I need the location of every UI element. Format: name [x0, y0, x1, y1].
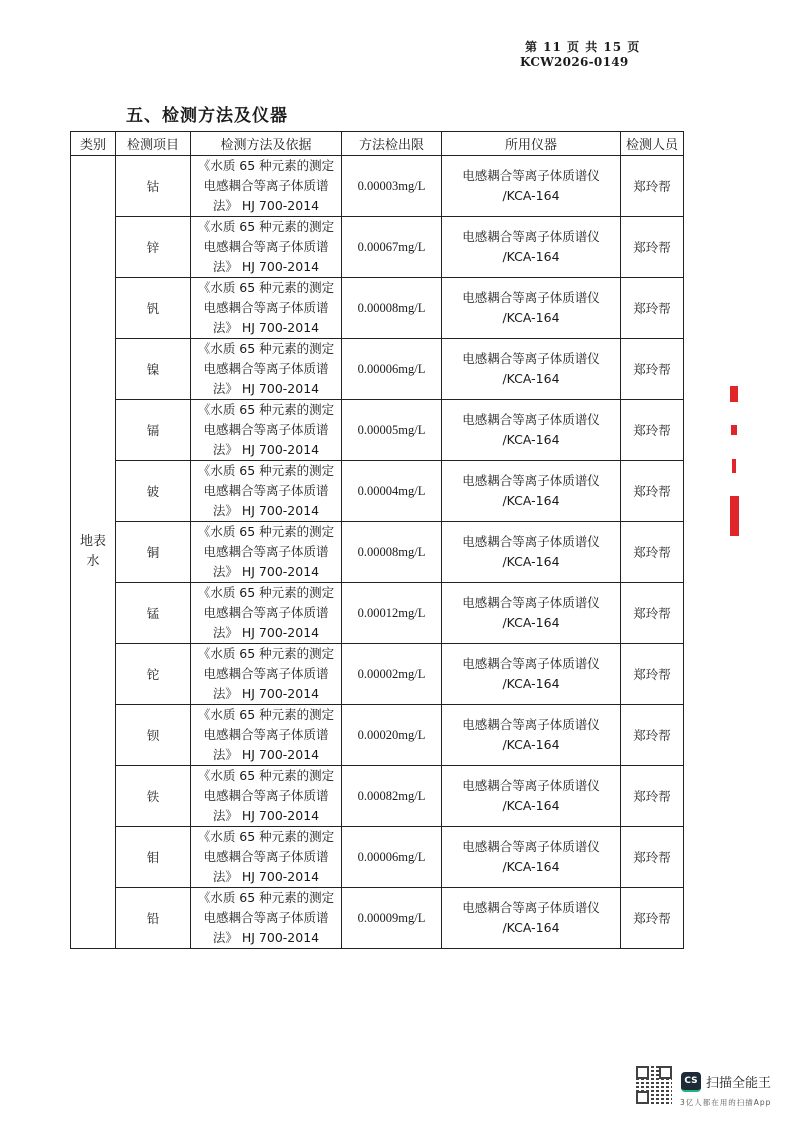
method-cell	[191, 705, 342, 766]
column-header: 检测人员	[621, 132, 684, 156]
method-line: 《水质 65 种元素的测定	[197, 890, 335, 905]
detection-limit-cell: 0.00020mg/L	[342, 705, 442, 766]
method-line: 法》 HJ 700-2014	[212, 869, 320, 884]
table-row	[71, 888, 684, 949]
item-cell: 镍	[116, 339, 191, 400]
instrument-cell	[442, 156, 621, 217]
method-cell	[191, 400, 342, 461]
method-line: 《水质 65 种元素的测定	[197, 463, 335, 478]
method-line: 电感耦合等离子体质谱	[203, 727, 329, 742]
table-row	[71, 278, 684, 339]
instrument-id: /KCA-164	[502, 615, 560, 630]
method-line: 法》 HJ 700-2014	[212, 686, 320, 701]
instrument-cell	[442, 705, 621, 766]
instrument-id: /KCA-164	[502, 188, 560, 203]
qr-code-icon	[636, 1066, 672, 1104]
inspector-cell: 郑玲帮	[621, 278, 684, 339]
instrument-name: 电感耦合等离子体质谱仪	[462, 229, 600, 244]
method-line: 电感耦合等离子体质谱	[203, 605, 329, 620]
method-line: 《水质 65 种元素的测定	[197, 158, 335, 173]
inspector-cell: 郑玲帮	[621, 156, 684, 217]
instrument-id: /KCA-164	[502, 310, 560, 325]
table-row	[71, 705, 684, 766]
method-line: 电感耦合等离子体质谱	[203, 666, 329, 681]
instrument-name: 电感耦合等离子体质谱仪	[462, 351, 600, 366]
method-cell	[191, 644, 342, 705]
column-header: 方法检出限	[342, 132, 442, 156]
category-cell	[71, 156, 116, 949]
detection-limit-cell: 0.00006mg/L	[342, 827, 442, 888]
table-row	[71, 339, 684, 400]
instrument-id: /KCA-164	[502, 249, 560, 264]
table-row	[71, 522, 684, 583]
inspector-cell: 郑玲帮	[621, 827, 684, 888]
method-line: 法》 HJ 700-2014	[212, 930, 320, 945]
column-header: 所用仪器	[442, 132, 621, 156]
detection-limit-cell: 0.00008mg/L	[342, 278, 442, 339]
method-line: 电感耦合等离子体质谱	[203, 544, 329, 559]
method-line: 《水质 65 种元素的测定	[197, 768, 335, 783]
method-line: 法》 HJ 700-2014	[212, 808, 320, 823]
instrument-cell	[442, 400, 621, 461]
instrument-name: 电感耦合等离子体质谱仪	[462, 595, 600, 610]
method-line: 电感耦合等离子体质谱	[203, 239, 329, 254]
page-number: 第 11 页 共 15 页	[525, 40, 641, 54]
method-line: 法》 HJ 700-2014	[212, 442, 320, 457]
method-line: 法》 HJ 700-2014	[212, 503, 320, 518]
instrument-id: /KCA-164	[502, 737, 560, 752]
method-line: 《水质 65 种元素的测定	[197, 524, 335, 539]
item-cell: 钒	[116, 278, 191, 339]
instrument-name: 电感耦合等离子体质谱仪	[462, 412, 600, 427]
instrument-cell	[442, 522, 621, 583]
table-row	[71, 583, 684, 644]
inspector-cell: 郑玲帮	[621, 461, 684, 522]
item-cell: 铜	[116, 522, 191, 583]
method-line: 《水质 65 种元素的测定	[197, 585, 335, 600]
method-cell	[191, 278, 342, 339]
instrument-name: 电感耦合等离子体质谱仪	[462, 534, 600, 549]
instrument-name: 电感耦合等离子体质谱仪	[462, 473, 600, 488]
instrument-cell	[442, 278, 621, 339]
red-seal-stamp	[727, 386, 741, 536]
item-cell: 铅	[116, 888, 191, 949]
table-body	[71, 156, 684, 949]
instrument-name: 电感耦合等离子体质谱仪	[462, 839, 600, 854]
detection-limit-cell: 0.00009mg/L	[342, 888, 442, 949]
inspector-cell: 郑玲帮	[621, 583, 684, 644]
table-row	[71, 217, 684, 278]
instrument-id: /KCA-164	[502, 676, 560, 691]
column-header: 检测项目	[116, 132, 191, 156]
method-line: 电感耦合等离子体质谱	[203, 483, 329, 498]
instrument-name: 电感耦合等离子体质谱仪	[462, 778, 600, 793]
instrument-cell	[442, 888, 621, 949]
detection-limit-cell: 0.00012mg/L	[342, 583, 442, 644]
method-cell	[191, 461, 342, 522]
table-header-row	[71, 132, 684, 156]
method-line: 《水质 65 种元素的测定	[197, 402, 335, 417]
methods-table	[70, 131, 684, 949]
inspector-cell: 郑玲帮	[621, 766, 684, 827]
method-line: 法》 HJ 700-2014	[212, 259, 320, 274]
method-line: 《水质 65 种元素的测定	[197, 341, 335, 356]
item-cell: 锰	[116, 583, 191, 644]
scanner-tagline: 3亿人都在用的扫描App	[680, 1098, 772, 1107]
inspector-cell: 郑玲帮	[621, 705, 684, 766]
method-cell	[191, 522, 342, 583]
instrument-id: /KCA-164	[502, 798, 560, 813]
camscanner-logo-icon: CS	[681, 1072, 701, 1092]
method-line: 法》 HJ 700-2014	[212, 564, 320, 579]
detection-limit-cell: 0.00005mg/L	[342, 400, 442, 461]
instrument-id: /KCA-164	[502, 859, 560, 874]
inspector-cell: 郑玲帮	[621, 644, 684, 705]
instrument-cell	[442, 217, 621, 278]
method-cell	[191, 888, 342, 949]
inspector-cell: 郑玲帮	[621, 339, 684, 400]
detection-limit-cell: 0.00008mg/L	[342, 522, 442, 583]
instrument-id: /KCA-164	[502, 493, 560, 508]
method-line: 法》 HJ 700-2014	[212, 198, 320, 213]
method-line: 电感耦合等离子体质谱	[203, 361, 329, 376]
method-line: 电感耦合等离子体质谱	[203, 422, 329, 437]
instrument-id: /KCA-164	[502, 920, 560, 935]
method-line: 法》 HJ 700-2014	[212, 320, 320, 335]
section-title: 五、检测方法及仪器	[126, 106, 288, 126]
item-cell: 钡	[116, 705, 191, 766]
table-row	[71, 461, 684, 522]
item-cell: 铊	[116, 644, 191, 705]
method-line: 法》 HJ 700-2014	[212, 747, 320, 762]
method-cell	[191, 827, 342, 888]
method-cell	[191, 766, 342, 827]
instrument-name: 电感耦合等离子体质谱仪	[462, 656, 600, 671]
scanner-app-name: 扫描全能王	[706, 1076, 772, 1091]
instrument-cell	[442, 461, 621, 522]
method-line: 电感耦合等离子体质谱	[203, 849, 329, 864]
inspector-cell: 郑玲帮	[621, 217, 684, 278]
instrument-cell	[442, 339, 621, 400]
method-line: 《水质 65 种元素的测定	[197, 280, 335, 295]
table-row	[71, 766, 684, 827]
column-header: 检测方法及依据	[191, 132, 342, 156]
item-cell: 铍	[116, 461, 191, 522]
table-row	[71, 827, 684, 888]
method-cell	[191, 217, 342, 278]
detection-limit-cell: 0.00006mg/L	[342, 339, 442, 400]
method-cell	[191, 339, 342, 400]
method-cell	[191, 156, 342, 217]
instrument-cell	[442, 766, 621, 827]
instrument-name: 电感耦合等离子体质谱仪	[462, 900, 600, 915]
column-header: 类别	[71, 132, 116, 156]
instrument-name: 电感耦合等离子体质谱仪	[462, 717, 600, 732]
item-cell: 锌	[116, 217, 191, 278]
method-line: 《水质 65 种元素的测定	[197, 829, 335, 844]
category-label: 地表水	[79, 534, 106, 569]
table-row	[71, 156, 684, 217]
item-cell: 钼	[116, 827, 191, 888]
instrument-id: /KCA-164	[502, 554, 560, 569]
detection-limit-cell: 0.00004mg/L	[342, 461, 442, 522]
item-cell: 铁	[116, 766, 191, 827]
instrument-cell	[442, 827, 621, 888]
instrument-name: 电感耦合等离子体质谱仪	[462, 290, 600, 305]
detection-limit-cell: 0.00002mg/L	[342, 644, 442, 705]
item-cell: 钴	[116, 156, 191, 217]
method-line: 《水质 65 种元素的测定	[197, 646, 335, 661]
method-line: 电感耦合等离子体质谱	[203, 788, 329, 803]
table-row	[71, 644, 684, 705]
instrument-cell	[442, 583, 621, 644]
detection-limit-cell: 0.00003mg/L	[342, 156, 442, 217]
detection-limit-cell: 0.00067mg/L	[342, 217, 442, 278]
method-line: 电感耦合等离子体质谱	[203, 300, 329, 315]
inspector-cell: 郑玲帮	[621, 400, 684, 461]
detection-limit-cell: 0.00082mg/L	[342, 766, 442, 827]
method-line: 电感耦合等离子体质谱	[203, 178, 329, 193]
method-line: 《水质 65 种元素的测定	[197, 707, 335, 722]
inspector-cell: 郑玲帮	[621, 522, 684, 583]
inspector-cell: 郑玲帮	[621, 888, 684, 949]
method-line: 电感耦合等离子体质谱	[203, 910, 329, 925]
item-cell: 镉	[116, 400, 191, 461]
instrument-name: 电感耦合等离子体质谱仪	[462, 168, 600, 183]
method-cell	[191, 583, 342, 644]
instrument-cell	[442, 644, 621, 705]
report-number: KCW2026-0149	[520, 55, 629, 69]
table-row	[71, 400, 684, 461]
instrument-id: /KCA-164	[502, 371, 560, 386]
method-line: 《水质 65 种元素的测定	[197, 219, 335, 234]
method-line: 法》 HJ 700-2014	[212, 381, 320, 396]
instrument-id: /KCA-164	[502, 432, 560, 447]
method-line: 法》 HJ 700-2014	[212, 625, 320, 640]
